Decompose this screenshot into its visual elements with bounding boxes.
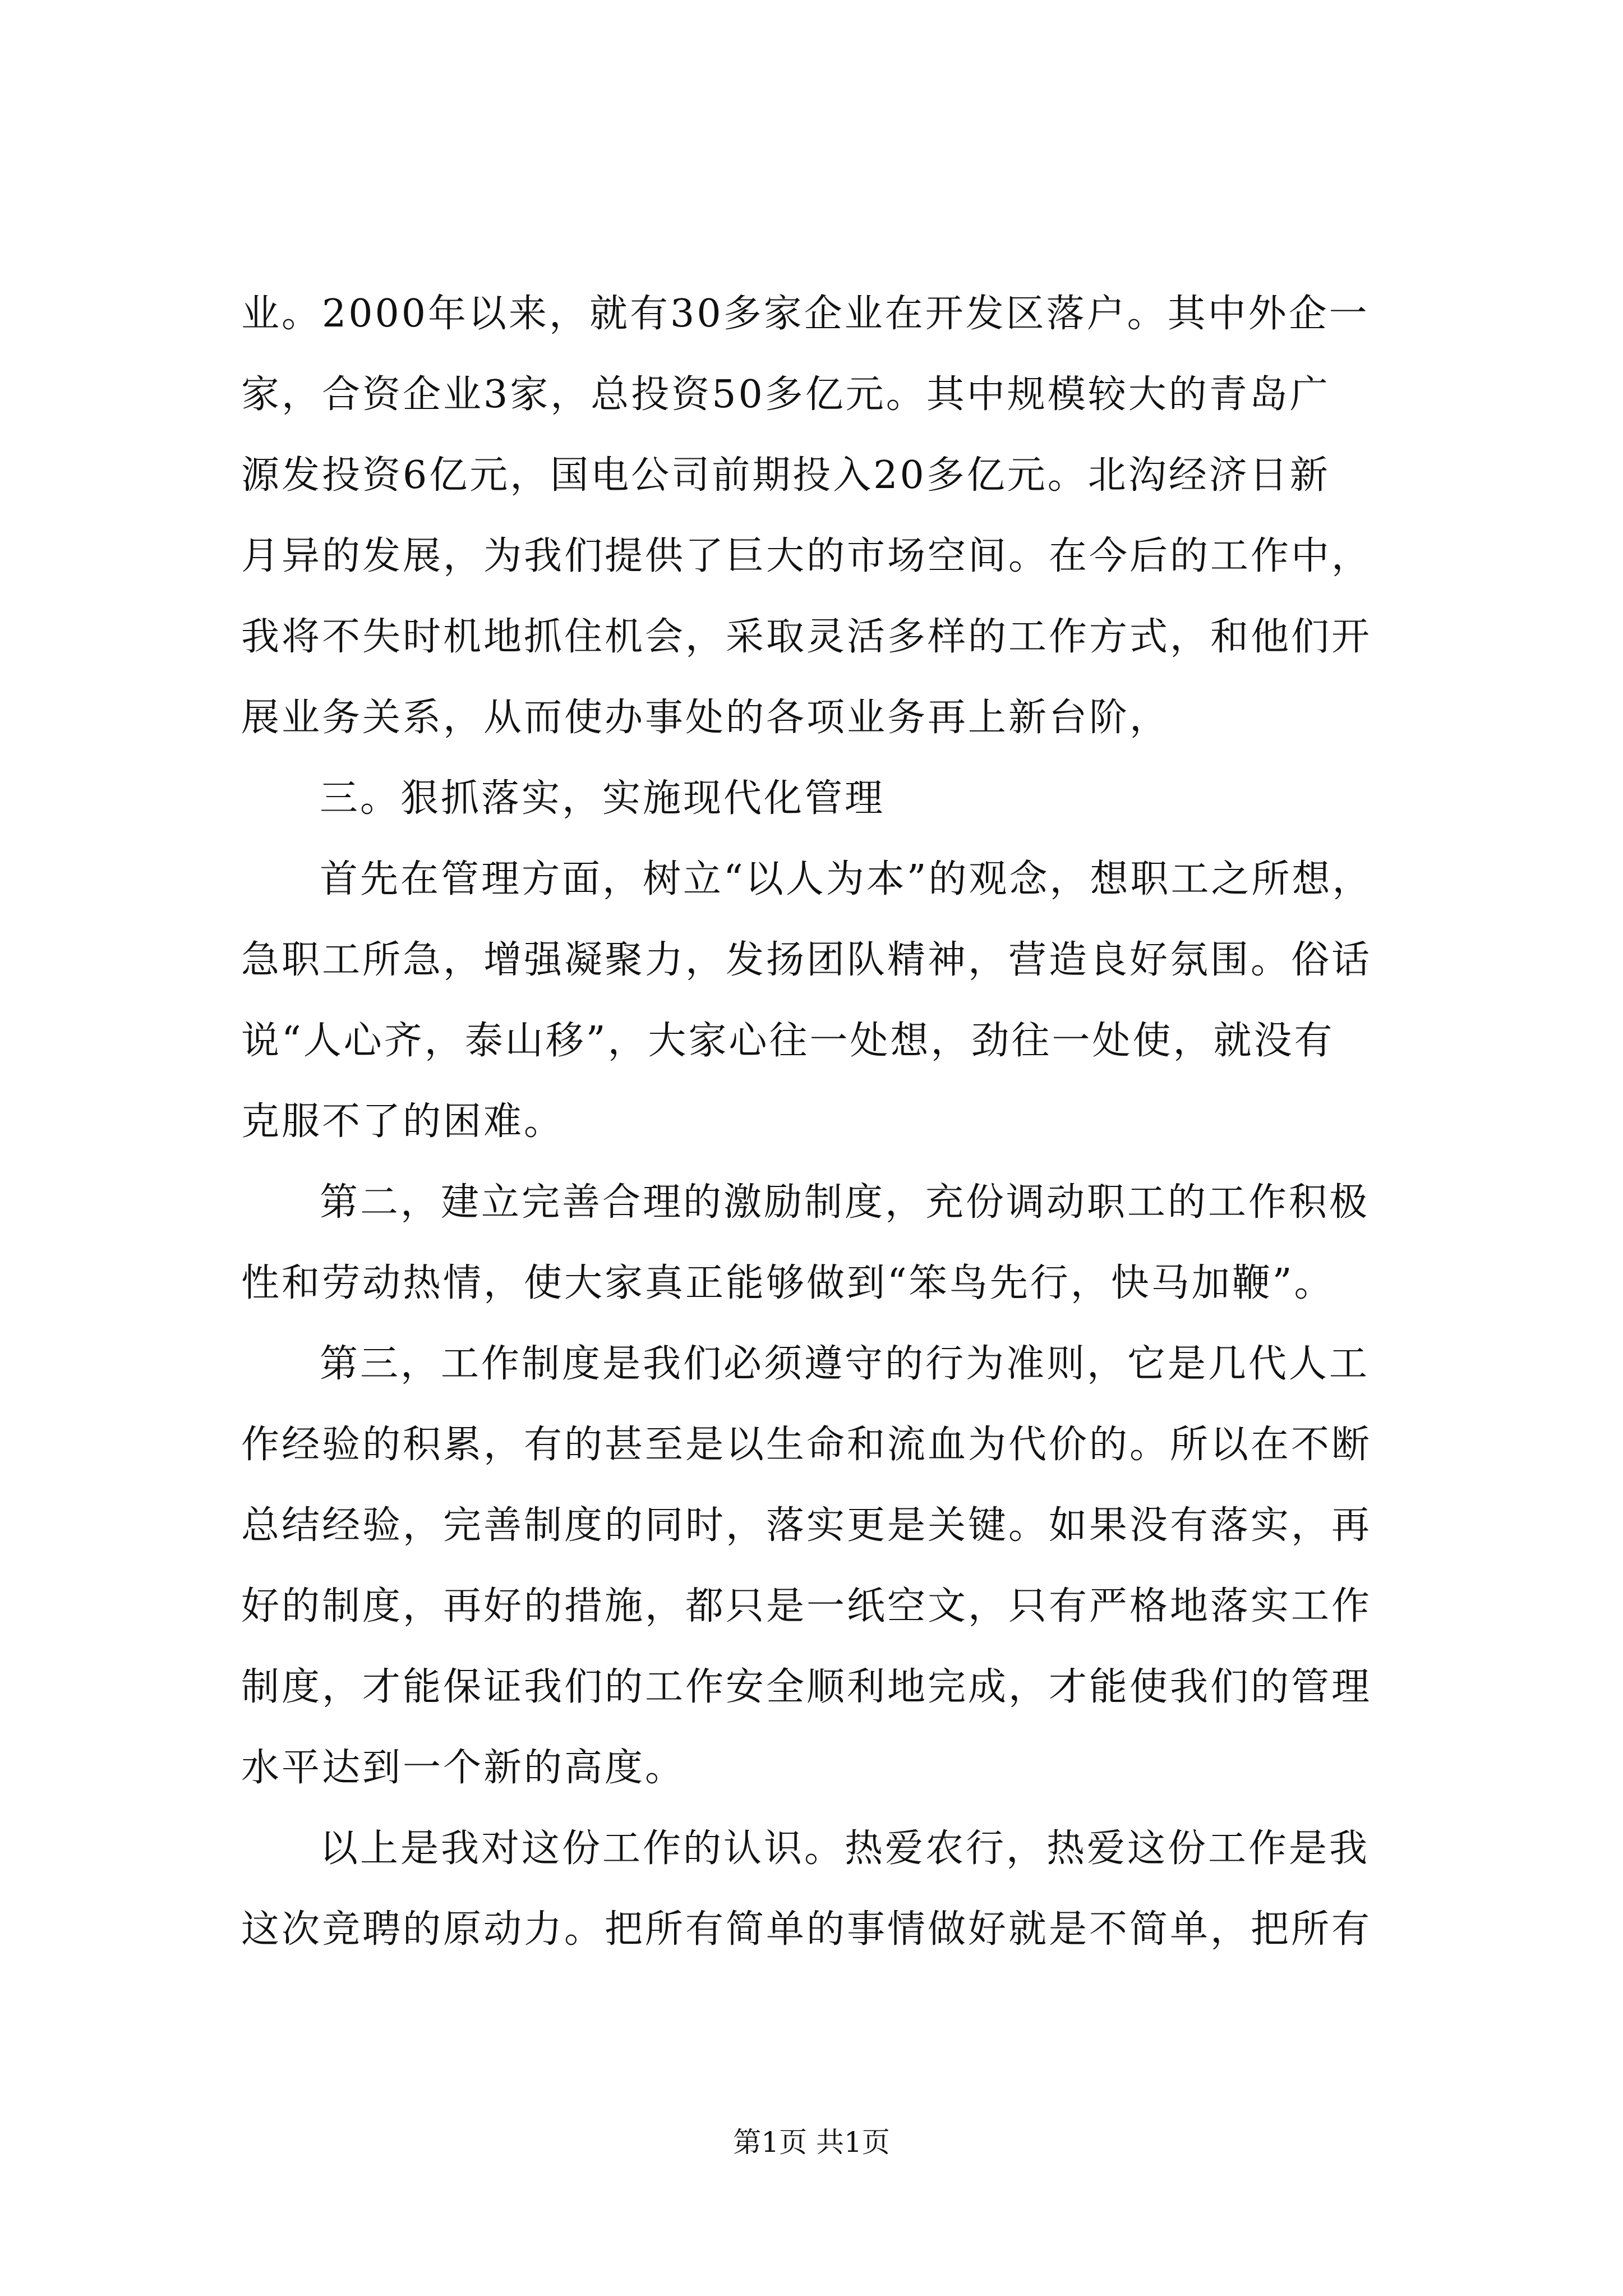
paragraph-first-line: 第二，建立完善合理的激励制度，充份调动职工的工作积极 xyxy=(320,1180,1370,1225)
text-line: 好的制度，再好的措施，都只是一纸空文，只有严格地落实工作 xyxy=(241,1584,1372,1628)
text-line: 我将不失时机地抓住机会，采取灵活多样的工作方式，和他们开 xyxy=(241,615,1372,659)
paragraph-first-line: 以上是我对这份工作的认识。热爱农行，热爱这份工作是我 xyxy=(320,1826,1370,1871)
text-line: 说“人心齐，泰山移”，大家心往一处想，劲往一处使，就没有 xyxy=(241,1019,1335,1063)
text-line: 展业务关系，从而使办事处的各项业务再上新台阶， xyxy=(241,696,1170,740)
paragraph-first-line: 第三，工作制度是我们必须遵守的行为准则，它是几代人工 xyxy=(320,1342,1370,1386)
text-line: 总结经验，完善制度的同时，落实更是关键。如果没有落实，再 xyxy=(241,1503,1372,1548)
page-footer: 第1页 共1页 xyxy=(733,2126,890,2159)
text-line: 月异的发展，为我们提供了巨大的市场空间。在今后的工作中， xyxy=(241,534,1372,578)
text-line: 业。2000年以来，就有30多家企业在开发区落户。其中外企一 xyxy=(241,292,1370,336)
text-line: 家，合资企业3家，总投资50多亿元。其中规模较大的青岛广 xyxy=(241,372,1330,417)
paragraph-first-line: 首先在管理方面，树立“以人为本”的观念，想职工之所想， xyxy=(320,857,1373,901)
text-line: 作经验的积累，有的甚至是以生命和流血为代价的。所以在不断 xyxy=(241,1423,1372,1467)
body-text xyxy=(241,274,1419,1970)
text-line: 这次竞聘的原动力。把所有简单的事情做好就是不简单，把所有 xyxy=(241,1907,1372,1952)
text-line: 急职工所急，增强凝聚力，发扬团队精神，营造良好氛围。俗话 xyxy=(241,938,1372,982)
text-line: 制度，才能保证我们的工作安全顺利地完成，才能使我们的管理 xyxy=(241,1665,1372,1709)
text-line: 克服不了的困难。 xyxy=(241,1099,565,1144)
section-heading: 三。狠抓落实，实施现代化管理 xyxy=(320,776,886,821)
text-line: 性和劳动热情，使大家真正能够做到“笨鸟先行，快马加鞭”。 xyxy=(241,1261,1335,1305)
text-line: 源发投资6亿元，国电公司前期投入20多亿元。北沟经济日新 xyxy=(241,453,1330,498)
text-line: 水平达到一个新的高度。 xyxy=(241,1746,686,1790)
